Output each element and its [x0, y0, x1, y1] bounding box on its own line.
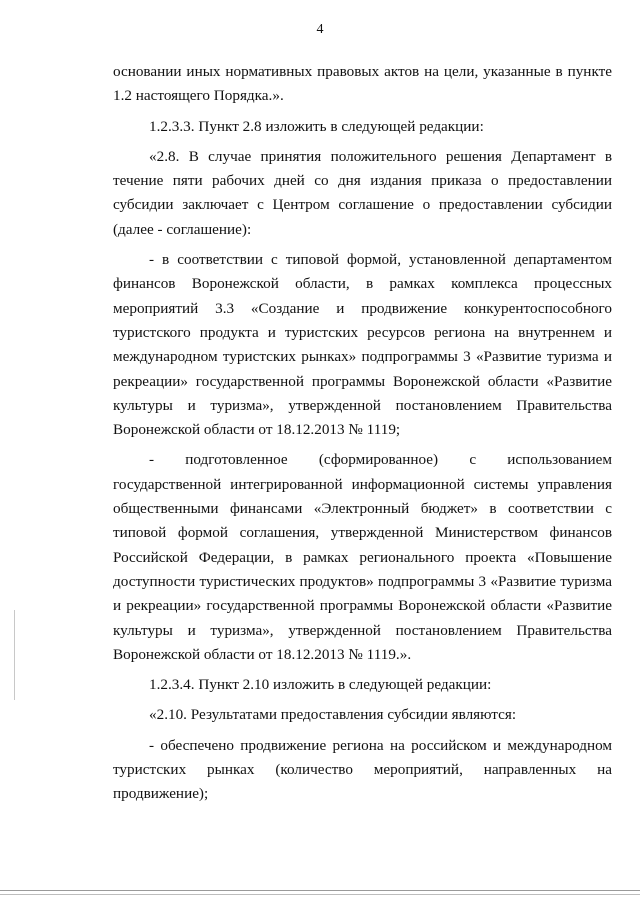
paragraph-clause-2-10: «2.10. Результатами предоставления субсидии являются: [149, 706, 517, 724]
paragraph-item-1-2-3-3: 1.2.3.3. Пункт 2.8 изложить в следующей редакции: [149, 117, 484, 135]
paragraph-clause-2-8: «2.8. В случае принятия положительного решения Департамент в течение пяти рабочих дней со дня издания приказа о предоставлении субсидии заключает с Центром соглашение о предоставлении субсидии (далее - соглашение): [113, 147, 612, 238]
scan-margin-mark [14, 610, 15, 700]
scan-bottom-rule-secondary [0, 894, 640, 895]
paragraph-continuation: основании иных нормативных правовых актов на цели, указанные в пункте 1.2 настоящего Порядка.». [113, 63, 612, 105]
scan-bottom-rule [0, 890, 640, 891]
document-body [113, 60, 612, 807]
paragraph-list-item-electronic-budget: - подготовленное (сформированное) с использованием государственной интегрированной информационной системы управления общественными финансами «Электронный бюджет» в соответствии с типовой формой соглашения, утвержденной Министерством финансов Российской Федерации, в рамках регионального проекта «Повышение доступности туристических продуктов» подпрограммы 3 «Развитие туризма и рекреации» государственной программы Воронежской области «Развитие культуры и туризма», утвержденной постановлением Правительства Воронежской области от 18.12.2013 № 1119.». [113, 451, 612, 663]
paragraph-item-1-2-3-4: 1.2.3.4. Пункт 2.10 изложить в следующей редакции: [149, 676, 492, 694]
paragraph-list-item-typical-form: - в соответствии с типовой формой, установленной департаментом финансов Воронежской области, в рамках комплекса процессных мероприятий 3.3 «Создание и продвижение конкурентоспособного туристского продукта и туристских ресурсов региона на внутреннем и международном туристских рынках» подпрограммы 3 «Развитие туризма и рекреации» государственной программы Воронежской области «Развитие культуры и туризма», утвержденной постановлением Правительства Воронежской области от 18.12.2013 № 1119; [113, 251, 612, 439]
paragraph-list-item-promotion: - обеспечено продвижение региона на российском и международном туристских рынках (количество мероприятий, направленных на продвижение); [113, 736, 612, 803]
page-number: 4 [316, 22, 324, 37]
